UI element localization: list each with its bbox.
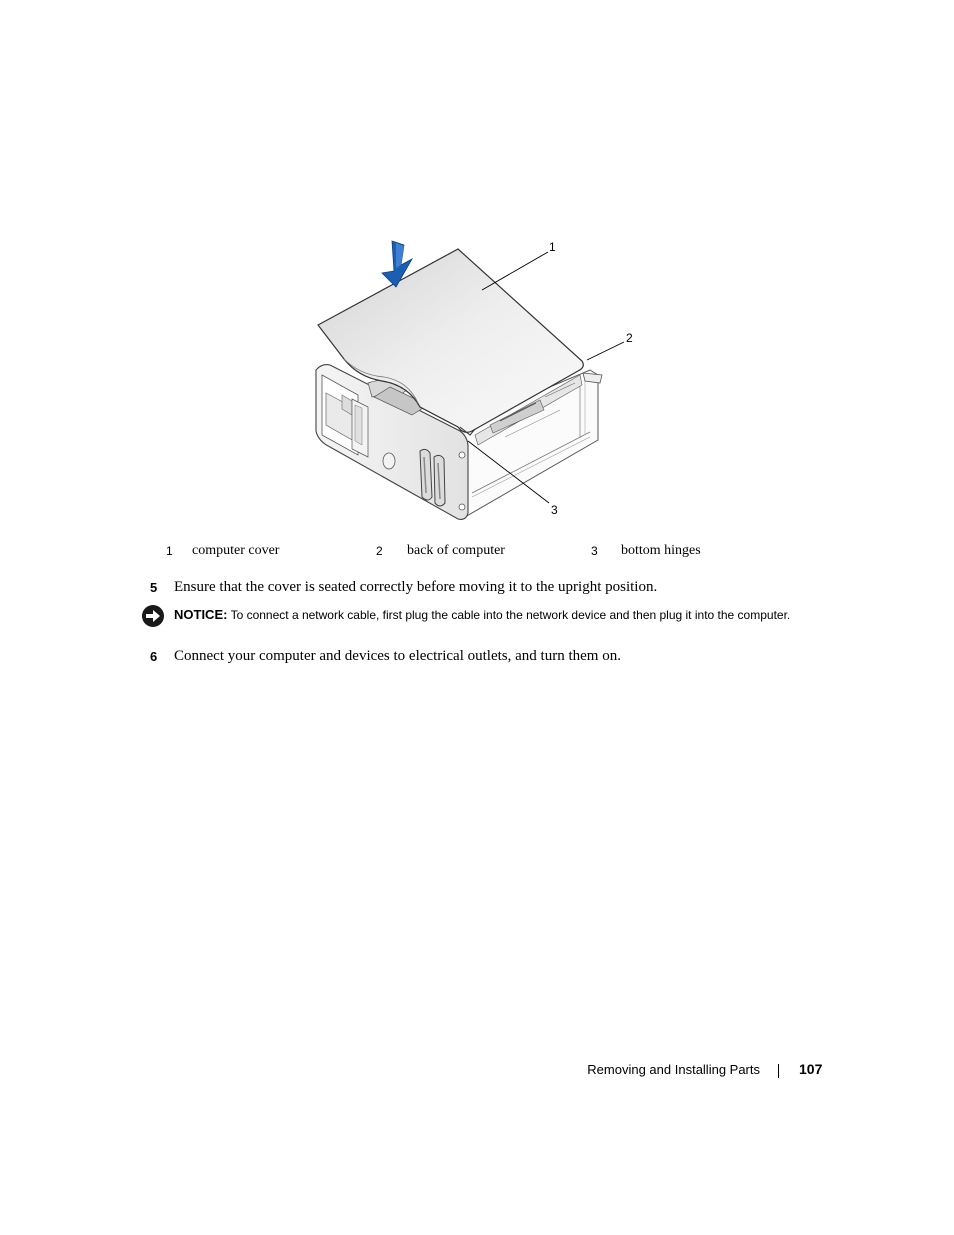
- notice-text-block: [174, 606, 794, 624]
- cover-installation-figure: [300, 235, 640, 525]
- notice-callout: [141, 604, 801, 644]
- footer-section-title: Removing and Installing Parts: [587, 1062, 760, 1077]
- step-text: Connect your computer and devices to electrical outlets, and turn them on.: [174, 648, 621, 664]
- step-number: 6: [150, 649, 158, 664]
- footer-divider: [778, 1064, 779, 1078]
- figure-legend: [0, 543, 954, 561]
- legend-label: computer cover: [192, 543, 280, 558]
- notice-arrow-icon: [141, 604, 165, 628]
- legend-number: 3: [591, 544, 598, 558]
- callout-line-2: [587, 342, 624, 360]
- legend-number: 1: [166, 544, 173, 558]
- step-text: Ensure that the cover is seated correctly before moving it to the upright position.: [174, 579, 658, 595]
- legend-label: bottom hinges: [621, 543, 701, 558]
- step-item: [150, 579, 810, 599]
- callout-number-3: 3: [551, 503, 558, 517]
- notice-label: NOTICE:: [174, 607, 228, 622]
- notice-body: To connect a network cable, first plug the cable into the network device and then plug it into the computer.: [227, 608, 791, 622]
- step-number: 5: [150, 580, 158, 595]
- step-item: [150, 648, 810, 668]
- callout-number-2: 2: [626, 331, 633, 345]
- callout-line-1: [482, 252, 548, 290]
- computer-illustration: [300, 235, 640, 525]
- page-number: 107: [799, 1061, 823, 1077]
- legend-number: 2: [376, 544, 383, 558]
- callout-number-1: 1: [549, 240, 556, 254]
- page-footer: [0, 1061, 954, 1081]
- legend-label: back of computer: [407, 543, 505, 558]
